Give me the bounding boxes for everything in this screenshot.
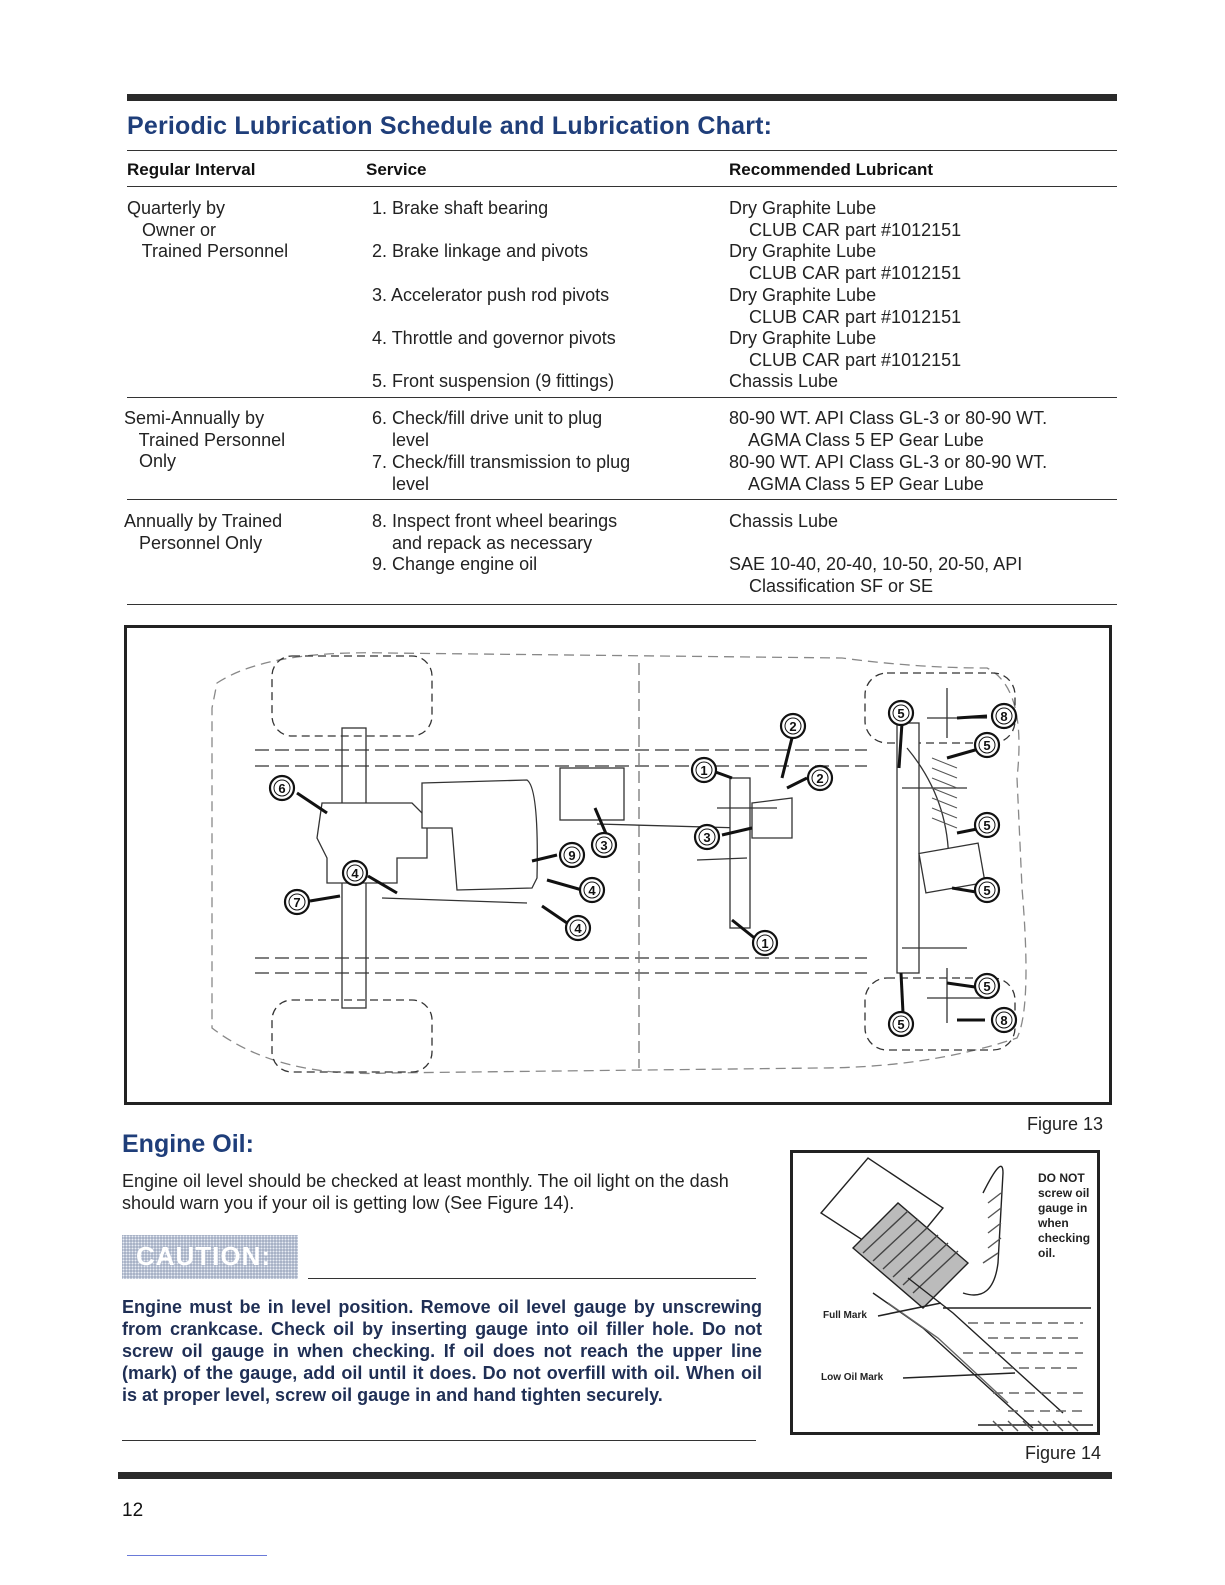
- service-8: 8. Inspect front wheel bearings and repack as necessary: [372, 511, 618, 553]
- header-rule: [127, 186, 1117, 187]
- page-number: 12: [122, 1500, 144, 1521]
- callout-number: 3: [600, 838, 608, 853]
- figure-13-label: Figure 13: [1027, 1114, 1104, 1134]
- service-6: 6. Check/fill drive unit to plug level: [372, 408, 603, 450]
- interval-quarterly: Quarterly by Owner or Trained Personnel: [127, 198, 289, 262]
- callout-number: 6: [278, 781, 286, 796]
- lubricant-5: Chassis Lube: [729, 371, 839, 391]
- lubricant-4: Dry Graphite Lube CLUB CAR part #1012151: [729, 328, 962, 370]
- caution-label: CAUTION:: [136, 1241, 272, 1271]
- table-bottom-rule: [127, 604, 1117, 605]
- callout-number: 5: [983, 818, 991, 833]
- callout-number: 7: [293, 895, 301, 910]
- header-lubricant: Recommended Lubricant: [729, 160, 934, 179]
- service-3: 3. Accelerator push rod pivots: [372, 285, 610, 305]
- header-service: Service: [366, 160, 427, 179]
- group-rule-1: [127, 397, 1117, 398]
- callout-number: 4: [588, 883, 596, 898]
- lubricant-2: Dry Graphite Lube CLUB CAR part #1012151: [729, 241, 962, 283]
- callout-number: 8: [1000, 709, 1008, 724]
- lubricant-8: Chassis Lube: [729, 511, 839, 531]
- interval-semiannual: Semi-Annually by Trained Personnel Only: [124, 408, 286, 472]
- callout-number: 1: [761, 936, 769, 951]
- figure-14-label: Figure 14: [1025, 1443, 1102, 1463]
- full-mark-label: Full Mark: [823, 1310, 867, 1321]
- low-oil-mark-label: Low Oil Mark: [821, 1372, 884, 1383]
- callout-number: 1: [700, 763, 708, 778]
- table-top-rule: [127, 150, 1117, 151]
- header-interval: Regular Interval: [127, 160, 256, 179]
- callout-number: 5: [897, 1017, 905, 1032]
- callout-number: 5: [983, 979, 991, 994]
- caution-bottom-rule: [122, 1440, 756, 1441]
- lubricant-6: 80-90 WT. API Class GL-3 or 80-90 WT. AGMA Class 5 EP Gear Lube: [729, 408, 1048, 450]
- callout-number: 5: [983, 883, 991, 898]
- service-9: 9. Change engine oil: [372, 554, 538, 574]
- service-4: 4. Throttle and governor pivots: [372, 328, 616, 348]
- service-1: 1. Brake shaft bearing: [372, 198, 549, 218]
- callout-number: 2: [816, 771, 824, 786]
- caution-rule: [308, 1278, 756, 1279]
- section-title: Periodic Lubrication Schedule and Lubrication Chart:: [127, 112, 773, 140]
- lubricant-1: Dry Graphite Lube CLUB CAR part #1012151: [729, 198, 962, 240]
- figure-14-diagram: [790, 1150, 1100, 1435]
- callout-number: 5: [897, 706, 905, 721]
- do-not-screw-note: DO NOT screw oil gauge in when checking oil.: [1038, 1171, 1091, 1260]
- bottom-link-line: [127, 1555, 267, 1556]
- interval-annual: Annually by Trained Personnel Only: [124, 511, 283, 553]
- caution-text: Engine must be in level position. Remove oil level gauge by unscrewing from crankcase. Check oil by inserting gauge into oil filler hole. Do not screw oil gauge in when checking. If oil does not reach the upper line (mark) of the gauge, add oil until it does. Do not overfill with oil. When oil is at proper level, screw oil gauge in and hand tighten securely.: [122, 1297, 762, 1405]
- bottom-rule: [118, 1472, 1112, 1479]
- engine-oil-heading: Engine Oil:: [122, 1130, 254, 1158]
- service-7: 7. Check/fill transmission to plug level: [372, 452, 631, 494]
- callout-number: 4: [574, 921, 582, 936]
- callout-number: 5: [983, 738, 991, 753]
- figure-13-diagram: [124, 625, 1112, 1105]
- callout-number: 4: [351, 866, 359, 881]
- group-rule-2: [127, 499, 1117, 500]
- top-rule: [127, 94, 1117, 101]
- lubricant-7: 80-90 WT. API Class GL-3 or 80-90 WT. AGMA Class 5 EP Gear Lube: [729, 452, 1048, 494]
- service-2: 2. Brake linkage and pivots: [372, 241, 589, 261]
- chassis-drawing: [127, 628, 1109, 1102]
- engine-oil-text: Engine oil level should be checked at least monthly. The oil light on the dash should warn you if your oil is getting low (See Figure 14).: [122, 1171, 729, 1213]
- callout-number: 9: [568, 848, 576, 863]
- callout-number: 2: [789, 719, 797, 734]
- lubricant-9: SAE 10-40, 20-40, 10-50, 20-50, API Classification SF or SE: [729, 554, 1023, 596]
- lubricant-3: Dry Graphite Lube CLUB CAR part #1012151: [729, 285, 962, 327]
- caution-badge: [122, 1235, 298, 1279]
- callout-number: 3: [703, 830, 711, 845]
- service-5: 5. Front suspension (9 fittings): [372, 371, 615, 391]
- callout-number: 8: [1000, 1013, 1008, 1028]
